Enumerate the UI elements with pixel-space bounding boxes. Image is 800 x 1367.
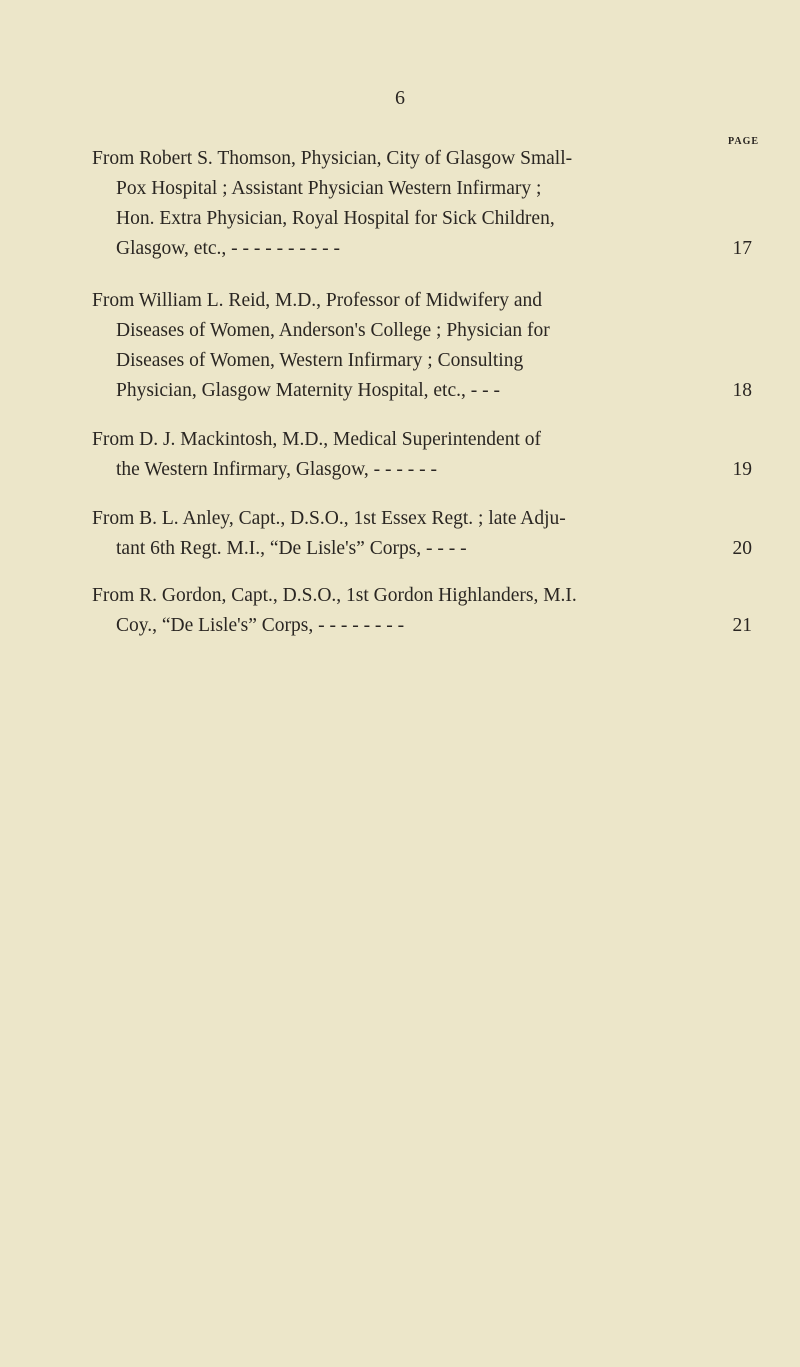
- entry-line: Diseases of Women, Western Infirmary ; Consulting: [116, 350, 524, 371]
- entry-line: Pox Hospital ; Assistant Physician Western Infirmary ;: [116, 178, 542, 199]
- entry-line: From William L. Reid, M.D., Professor of Midwifery and: [92, 290, 543, 311]
- entry-line: Hon. Extra Physician, Royal Hospital for Sick Children,: [116, 208, 555, 229]
- entry-line: Coy., “De Lisle's” Corps, - - - - - - - -: [116, 615, 405, 636]
- entry-line: From B. L. Anley, Capt., D.S.O., 1st Essex Regt. ; late Adju-: [92, 508, 566, 529]
- entry-line: From R. Gordon, Capt., D.S.O., 1st Gordon Highlanders, M.I.: [92, 585, 577, 606]
- entry-line: Glasgow, etc., - - - - - - - - - -: [116, 238, 340, 259]
- entry-line: From Robert S. Thomson, Physician, City of Glasgow Small-: [92, 148, 573, 169]
- entry-line: Diseases of Women, Anderson's College ; Physician for: [116, 320, 550, 341]
- page-column-label: PAGE: [728, 136, 760, 147]
- entry-page-number: 21: [732, 615, 752, 636]
- entry-page-number: 18: [732, 380, 752, 401]
- entry-page-number: 20: [732, 538, 752, 559]
- entry-line: From D. J. Mackintosh, M.D., Medical Superintendent of: [92, 429, 541, 450]
- entry-page-number: 17: [732, 238, 752, 259]
- page-number: 6: [395, 87, 405, 109]
- entry-page-number: 19: [732, 459, 752, 480]
- entry-line: tant 6th Regt. M.I., “De Lisle's” Corps, - - - -: [116, 538, 467, 559]
- entry-line: the Western Infirmary, Glasgow, - - - - - -: [116, 459, 437, 480]
- entry-line: Physician, Glasgow Maternity Hospital, etc., - - -: [116, 380, 500, 401]
